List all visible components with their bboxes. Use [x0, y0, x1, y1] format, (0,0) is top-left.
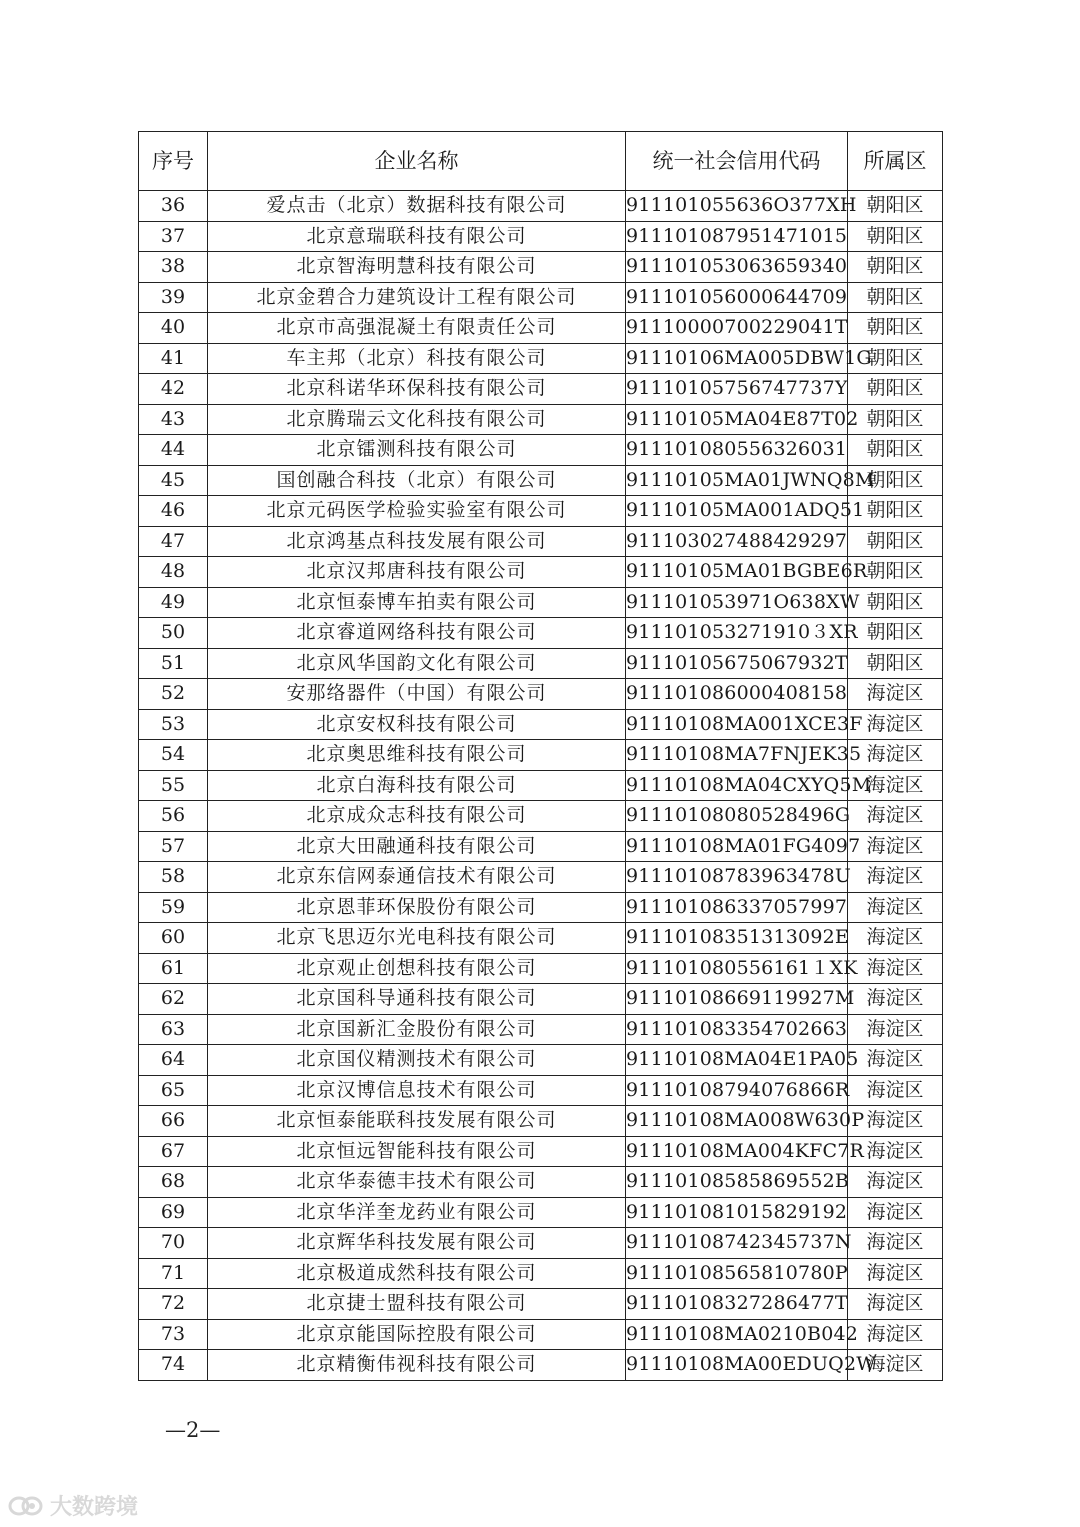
row-district: 海淀区 — [848, 709, 943, 740]
header-credit-code: 统一社会信用代码 — [626, 132, 848, 191]
row-district: 朝阳区 — [848, 191, 943, 222]
row-credit-code: 91110105MA01BGBE6R — [626, 557, 848, 588]
row-district: 海淀区 — [848, 1289, 943, 1320]
table-row — [139, 191, 943, 222]
row-credit-code: 91110108MA7FNJEK35 — [626, 740, 848, 771]
table-row — [139, 313, 943, 344]
row-serial: 70 — [139, 1228, 208, 1259]
row-credit-code: 91110106MA005DBW1G — [626, 343, 848, 374]
row-serial: 64 — [139, 1045, 208, 1076]
row-credit-code: 911101086000408158 — [626, 679, 848, 710]
row-company-name: 北京金碧合力建筑设计工程有限公司 — [208, 282, 626, 313]
row-district: 朝阳区 — [848, 465, 943, 496]
row-company-name: 北京恒泰能联科技发展有限公司 — [208, 1106, 626, 1137]
row-serial: 67 — [139, 1136, 208, 1167]
row-credit-code: 91110108794076866R — [626, 1075, 848, 1106]
row-district: 朝阳区 — [848, 648, 943, 679]
row-credit-code: 91110108MA008W630P — [626, 1106, 848, 1137]
row-district: 海淀区 — [848, 801, 943, 832]
row-credit-code: 911101080556326031 — [626, 435, 848, 466]
table-row — [139, 862, 943, 893]
header-district: 所属区 — [848, 132, 943, 191]
row-company-name: 爱点击（北京）数据科技有限公司 — [208, 191, 626, 222]
table-row — [139, 953, 943, 984]
company-table — [138, 131, 943, 1381]
table-row — [139, 618, 943, 649]
row-credit-code: 911101053063659340 — [626, 252, 848, 283]
table-row — [139, 740, 943, 771]
row-credit-code: 911101053971O638XW — [626, 587, 848, 618]
table-row — [139, 404, 943, 435]
table-row — [139, 801, 943, 832]
row-serial: 43 — [139, 404, 208, 435]
row-company-name: 北京华泰德丰技术有限公司 — [208, 1167, 626, 1198]
row-company-name: 北京东信网泰通信技术有限公司 — [208, 862, 626, 893]
table-row — [139, 587, 943, 618]
row-credit-code: 91110108565810780P — [626, 1258, 848, 1289]
row-district: 海淀区 — [848, 1136, 943, 1167]
row-serial: 61 — [139, 953, 208, 984]
row-company-name: 北京腾瑞云文化科技有限公司 — [208, 404, 626, 435]
table-row — [139, 1075, 943, 1106]
row-company-name: 北京市高强混凝土有限责任公司 — [208, 313, 626, 344]
table-row — [139, 465, 943, 496]
row-credit-code: 91110000700229041T — [626, 313, 848, 344]
row-credit-code: 911103027488429297 — [626, 526, 848, 557]
row-company-name: 北京国新汇金股份有限公司 — [208, 1014, 626, 1045]
row-company-name: 北京元码医学检验实验室有限公司 — [208, 496, 626, 527]
row-company-name: 北京恒泰博车拍卖有限公司 — [208, 587, 626, 618]
row-company-name: 北京捷士盟科技有限公司 — [208, 1289, 626, 1320]
row-serial: 46 — [139, 496, 208, 527]
watermark-text: 大数跨境 — [50, 1495, 139, 1520]
row-credit-code: 91110108MA04CXYQ5M — [626, 770, 848, 801]
row-credit-code: 91110108MA004KFC7R — [626, 1136, 848, 1167]
table-row — [139, 496, 943, 527]
row-serial: 42 — [139, 374, 208, 405]
table-row — [139, 831, 943, 862]
row-district: 海淀区 — [848, 740, 943, 771]
row-company-name: 北京极道成然科技有限公司 — [208, 1258, 626, 1289]
row-district: 朝阳区 — [848, 435, 943, 466]
row-credit-code: 911101087951471015 — [626, 221, 848, 252]
row-company-name: 北京鸿基点科技发展有限公司 — [208, 526, 626, 557]
row-serial: 60 — [139, 923, 208, 954]
row-serial: 72 — [139, 1289, 208, 1320]
row-district: 朝阳区 — [848, 221, 943, 252]
row-company-name: 车主邦（北京）科技有限公司 — [208, 343, 626, 374]
row-company-name: 北京汉邦唐科技有限公司 — [208, 557, 626, 588]
row-company-name: 北京华洋奎龙药业有限公司 — [208, 1197, 626, 1228]
row-serial: 55 — [139, 770, 208, 801]
table-row — [139, 1258, 943, 1289]
header-serial: 序号 — [139, 132, 208, 191]
row-company-name: 北京恒远智能科技有限公司 — [208, 1136, 626, 1167]
row-company-name: 北京京能国际控股有限公司 — [208, 1319, 626, 1350]
row-district: 朝阳区 — [848, 343, 943, 374]
row-company-name: 北京辉华科技发展有限公司 — [208, 1228, 626, 1259]
row-district: 朝阳区 — [848, 557, 943, 588]
row-company-name: 北京恩菲环保股份有限公司 — [208, 892, 626, 923]
row-credit-code: 911101053271910３XR — [626, 618, 848, 649]
table-body — [139, 191, 943, 1381]
page-number: —2— — [165, 1418, 221, 1442]
table-row — [139, 252, 943, 283]
row-credit-code: 91110108585869552B — [626, 1167, 848, 1198]
row-company-name: 北京飞思迈尔光电科技有限公司 — [208, 923, 626, 954]
row-serial: 53 — [139, 709, 208, 740]
row-company-name: 北京镭测科技有限公司 — [208, 435, 626, 466]
row-serial: 39 — [139, 282, 208, 313]
row-serial: 50 — [139, 618, 208, 649]
row-company-name: 北京风华国韵文化有限公司 — [208, 648, 626, 679]
row-serial: 62 — [139, 984, 208, 1015]
row-serial: 54 — [139, 740, 208, 771]
row-serial: 38 — [139, 252, 208, 283]
row-company-name: 北京国仪精测技术有限公司 — [208, 1045, 626, 1076]
table-row — [139, 526, 943, 557]
row-credit-code: 91110108MA001XCE3F — [626, 709, 848, 740]
row-credit-code: 91110108MA04E1PA05 — [626, 1045, 848, 1076]
row-district: 海淀区 — [848, 892, 943, 923]
table-row — [139, 1045, 943, 1076]
row-credit-code: 91110108351313092E — [626, 923, 848, 954]
table-row — [139, 709, 943, 740]
row-district: 海淀区 — [848, 679, 943, 710]
table-row — [139, 923, 943, 954]
row-district: 海淀区 — [848, 1258, 943, 1289]
row-serial: 41 — [139, 343, 208, 374]
watermark-logo-icon — [8, 1493, 44, 1519]
table-row — [139, 1014, 943, 1045]
row-district: 朝阳区 — [848, 282, 943, 313]
row-district: 海淀区 — [848, 831, 943, 862]
row-company-name: 北京科诺华环保科技有限公司 — [208, 374, 626, 405]
row-company-name: 北京国科导通科技有限公司 — [208, 984, 626, 1015]
row-credit-code: 91110105MA01JWNQ8M — [626, 465, 848, 496]
row-district: 朝阳区 — [848, 618, 943, 649]
row-serial: 44 — [139, 435, 208, 466]
row-district: 海淀区 — [848, 1014, 943, 1045]
row-district: 海淀区 — [848, 1350, 943, 1381]
row-company-name: 北京大田融通科技有限公司 — [208, 831, 626, 862]
row-credit-code: 91110108MA00EDUQ2W — [626, 1350, 848, 1381]
row-district: 海淀区 — [848, 1197, 943, 1228]
row-credit-code: 911101086337057997 — [626, 892, 848, 923]
row-district: 朝阳区 — [848, 526, 943, 557]
table-row — [139, 1136, 943, 1167]
row-serial: 65 — [139, 1075, 208, 1106]
header-row — [139, 132, 943, 191]
row-serial: 37 — [139, 221, 208, 252]
row-district: 朝阳区 — [848, 404, 943, 435]
row-district: 海淀区 — [848, 1045, 943, 1076]
row-district: 海淀区 — [848, 1167, 943, 1198]
row-serial: 73 — [139, 1319, 208, 1350]
row-company-name: 国创融合科技（北京）有限公司 — [208, 465, 626, 496]
table-row — [139, 1319, 943, 1350]
row-serial: 66 — [139, 1106, 208, 1137]
row-serial: 63 — [139, 1014, 208, 1045]
row-company-name: 安那络器件（中国）有限公司 — [208, 679, 626, 710]
row-serial: 48 — [139, 557, 208, 588]
row-credit-code: 91110105MA001ADQ51 — [626, 496, 848, 527]
row-serial: 52 — [139, 679, 208, 710]
row-serial: 36 — [139, 191, 208, 222]
row-serial: 57 — [139, 831, 208, 862]
row-district: 海淀区 — [848, 1075, 943, 1106]
row-credit-code: 911101080556161１XK — [626, 953, 848, 984]
table-row — [139, 1289, 943, 1320]
row-district: 海淀区 — [848, 953, 943, 984]
table-row — [139, 557, 943, 588]
row-credit-code: 91110108742345737N — [626, 1228, 848, 1259]
row-credit-code: 91110108MA01FG4097 — [626, 831, 848, 862]
row-district: 海淀区 — [848, 923, 943, 954]
table-row — [139, 648, 943, 679]
row-district: 海淀区 — [848, 1106, 943, 1137]
row-credit-code: 91110105756747737Y — [626, 374, 848, 405]
row-credit-code: 91110108080528496G — [626, 801, 848, 832]
table-row — [139, 435, 943, 466]
table-row — [139, 1197, 943, 1228]
row-serial: 49 — [139, 587, 208, 618]
table-row — [139, 1350, 943, 1381]
row-serial: 59 — [139, 892, 208, 923]
row-district: 朝阳区 — [848, 313, 943, 344]
table-row — [139, 343, 943, 374]
row-serial: 74 — [139, 1350, 208, 1381]
table-row — [139, 282, 943, 313]
table-row — [139, 374, 943, 405]
header-company-name: 企业名称 — [208, 132, 626, 191]
row-serial: 56 — [139, 801, 208, 832]
row-serial: 45 — [139, 465, 208, 496]
table-row — [139, 770, 943, 801]
row-district: 朝阳区 — [848, 252, 943, 283]
row-serial: 69 — [139, 1197, 208, 1228]
row-credit-code: 911101081015829192 — [626, 1197, 848, 1228]
row-credit-code: 91110108783963478U — [626, 862, 848, 893]
row-company-name: 北京观止创想科技有限公司 — [208, 953, 626, 984]
row-company-name: 北京意瑞联科技有限公司 — [208, 221, 626, 252]
row-credit-code: 91110108669119927M — [626, 984, 848, 1015]
row-company-name: 北京汉博信息技术有限公司 — [208, 1075, 626, 1106]
table-row — [139, 984, 943, 1015]
row-company-name: 北京白海科技有限公司 — [208, 770, 626, 801]
row-district: 海淀区 — [848, 984, 943, 1015]
row-district: 海淀区 — [848, 1228, 943, 1259]
row-serial: 58 — [139, 862, 208, 893]
row-credit-code: 911101083354702663 — [626, 1014, 848, 1045]
row-company-name: 北京安权科技有限公司 — [208, 709, 626, 740]
row-credit-code: 911101055636O377XH — [626, 191, 848, 222]
table-row — [139, 679, 943, 710]
row-district: 朝阳区 — [848, 374, 943, 405]
row-serial: 47 — [139, 526, 208, 557]
row-credit-code: 91110105MA04E87T02 — [626, 404, 848, 435]
row-district: 朝阳区 — [848, 496, 943, 527]
row-district: 海淀区 — [848, 862, 943, 893]
row-serial: 51 — [139, 648, 208, 679]
row-district: 海淀区 — [848, 1319, 943, 1350]
watermark — [8, 1490, 138, 1521]
row-company-name: 北京奥思维科技有限公司 — [208, 740, 626, 771]
row-company-name: 北京睿道网络科技有限公司 — [208, 618, 626, 649]
table-row — [139, 221, 943, 252]
row-credit-code: 91110105675067932T — [626, 648, 848, 679]
row-credit-code: 91110108327286477T — [626, 1289, 848, 1320]
row-serial: 71 — [139, 1258, 208, 1289]
table-row — [139, 1106, 943, 1137]
row-company-name: 北京精衡伟视科技有限公司 — [208, 1350, 626, 1381]
row-company-name: 北京成众志科技有限公司 — [208, 801, 626, 832]
row-district: 朝阳区 — [848, 587, 943, 618]
table-row — [139, 1167, 943, 1198]
row-serial: 40 — [139, 313, 208, 344]
row-serial: 68 — [139, 1167, 208, 1198]
table-row — [139, 892, 943, 923]
table-header — [139, 132, 943, 191]
row-district: 海淀区 — [848, 770, 943, 801]
row-company-name: 北京智海明慧科技有限公司 — [208, 252, 626, 283]
row-credit-code: 91110108MA0210B042 — [626, 1319, 848, 1350]
table-row — [139, 1228, 943, 1259]
row-credit-code: 911101056000644709 — [626, 282, 848, 313]
